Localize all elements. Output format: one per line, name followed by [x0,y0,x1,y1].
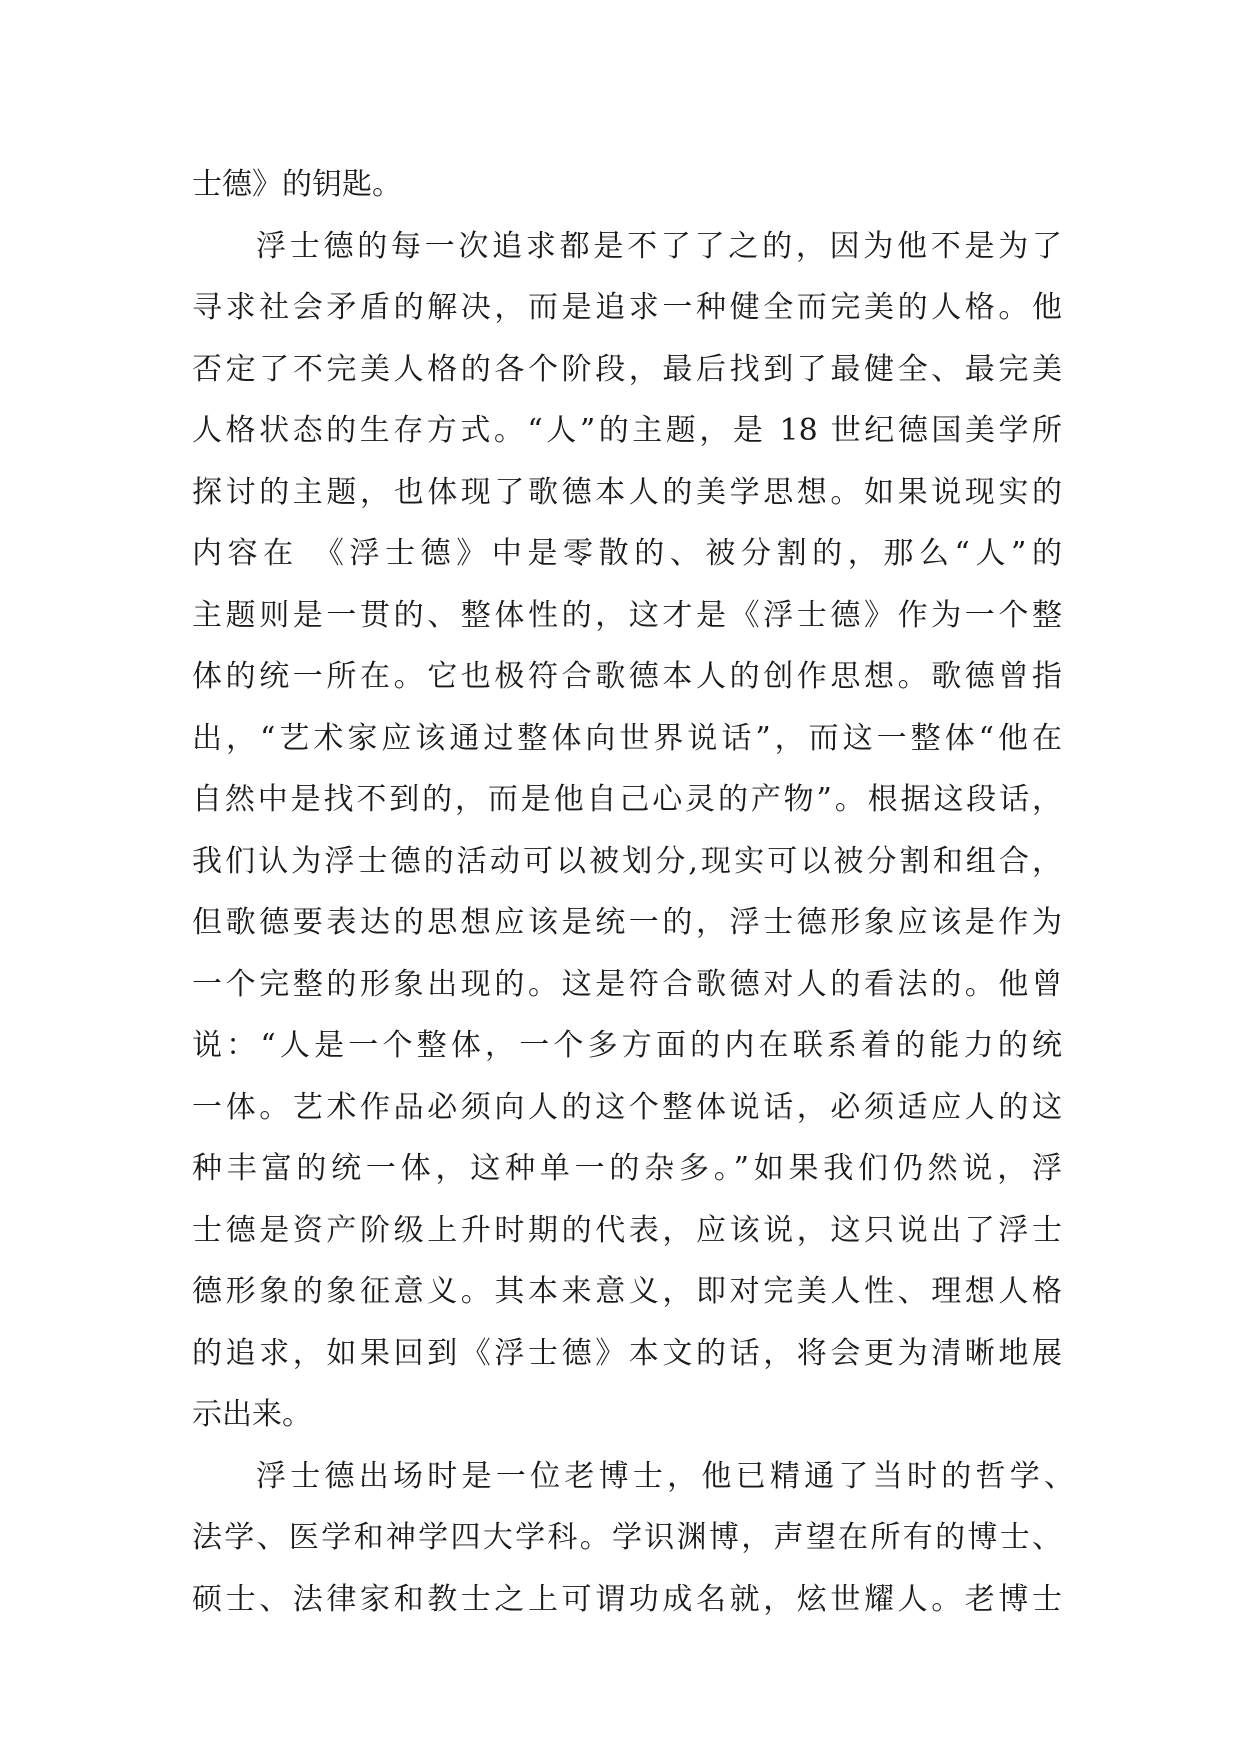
paragraph-line: 主题则是一贯的、整体性的，这才是《浮士德》作为一个整 [192,597,1062,633]
paragraph-line: 士德》的钥匙。 [192,167,402,202]
paragraph-line: 一体。艺术作品必须向人的这个整体说话，必须适应人的这 [192,1089,1062,1125]
paragraph-line: 种丰富的统一体，这种单一的杂多。”如果我们仍然说，浮 [192,1151,1062,1186]
paragraph-line: 示出来。 [192,1397,312,1432]
paragraph-line: 士德是资产阶级上升时期的代表，应该说，这只说出了浮士 [192,1212,1062,1248]
paragraph-line: 人格状态的生存方式。“人”的主题，是 18 世纪德国美学所 [192,413,1062,448]
paragraph-line: 德形象的象征意义。其本来意义，即对完美人性、理想人格 [192,1274,1062,1309]
paragraph-line: 探讨的主题，也体现了歌德本人的美学思想。如果说现实的 [192,474,1062,510]
paragraph-line: 硕士、法律家和教士之上可谓功成名就，炫世耀人。老博士 [192,1581,1062,1617]
paragraph-line: 体的统一所在。它也极符合歌德本人的创作思想。歌德曾指 [192,659,1062,694]
paragraph-line: 寻求社会矛盾的解决，而是追求一种健全而完美的人格。他 [192,290,1062,325]
paragraph-line: 但歌德要表达的思想应该是统一的，浮士德形象应该是作为 [192,905,1062,940]
paragraph-line: 出，“艺术家应该通过整体向世界说话”，而这一整体“他在 [192,720,1062,756]
body-text [192,154,1074,1630]
paragraph-line: 浮士德的每一次追求都是不了了之的，因为他不是为了 [256,228,1062,264]
paragraph-line: 浮士德出场时是一位老博士，他已精通了当时的哲学、 [256,1458,1074,1494]
paragraph-line: 说：“人是一个整体，一个多方面的内在联系着的能力的统 [192,1028,1062,1063]
paragraph-line: 一个完整的形象出现的。这是符合歌德对人的看法的。他曾 [192,966,1062,1002]
paragraph-line: 否定了不完美人格的各个阶段，最后找到了最健全、最完美 [192,351,1062,387]
paragraph-line: 内容在 《浮士德》中是零散的、被分割的，那么“人”的 [192,536,1062,571]
paragraph-line: 自然中是找不到的，而是他自己心灵的产物”。根据这段话， [192,782,1062,817]
paragraph-line: 的追求，如果回到《浮士德》本文的话，将会更为清晰地展 [192,1335,1062,1371]
paragraph-line: 我们认为浮士德的活动可以被划分,现实可以被分割和组合， [192,843,1062,879]
paragraph-line: 法学、医学和神学四大学科。学识渊博，声望在所有的博士、 [192,1520,1062,1555]
